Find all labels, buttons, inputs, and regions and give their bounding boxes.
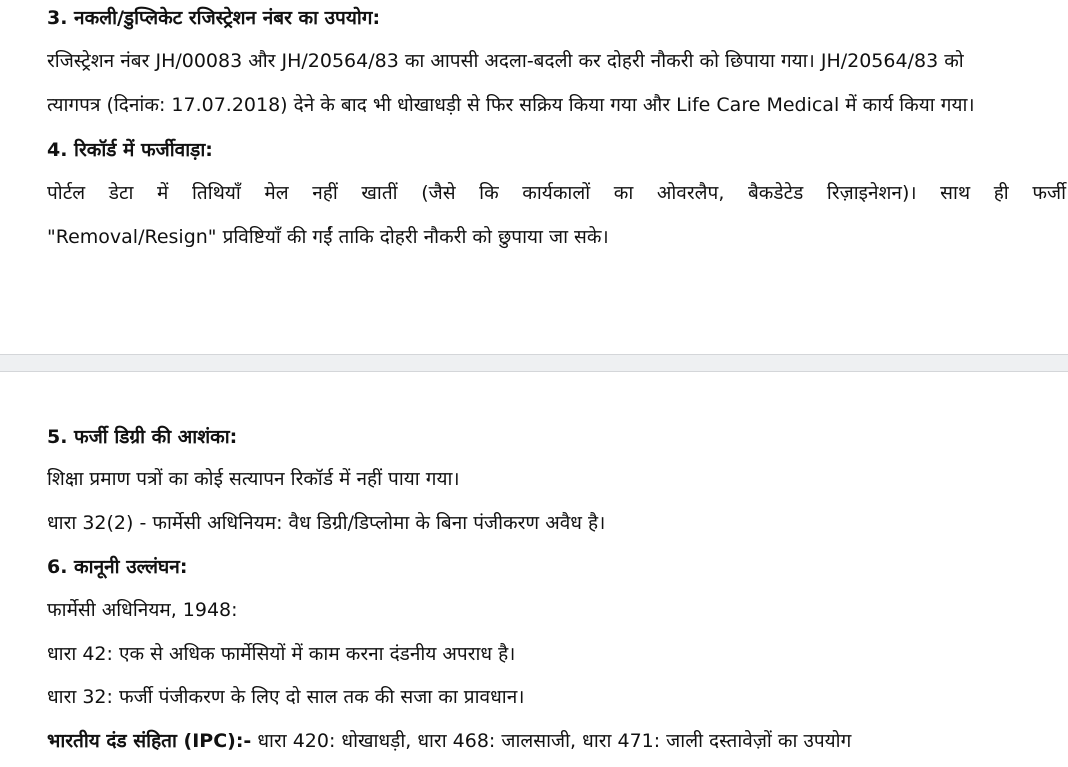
section-3-heading: 3. नकली/डुप्लिकेट रजिस्ट्रेशन नंबर का उपयोग: bbox=[47, 7, 381, 29]
section-5-line-1: शिक्षा प्रमाण पत्रों का कोई सत्यापन रिकॉर्ड में नहीं पाया गया। bbox=[47, 468, 460, 490]
document-page-2 bbox=[0, 372, 1068, 767]
section-5-line-2: धारा 32(2) - फार्मेसी अधिनियम: वैध डिग्री/डिप्लोमा के बिना पंजीकरण अवैध है। bbox=[47, 512, 606, 534]
section-3-line-2: त्यागपत्र (दिनांक: 17.07.2018) देने के बाद भी धोखाधड़ी से फिर सक्रिय किया गया और Life Care Medical में कार्य किया गया। bbox=[47, 94, 975, 116]
section-4-line-2: "Removal/Resign" प्रविष्टियाँ की गईं ताकि दोहरी नौकरी को छुपाया जा सके। bbox=[47, 226, 609, 248]
section-4-heading: 4. रिकॉर्ड में फर्जीवाड़ा: bbox=[47, 139, 213, 161]
ipc-line bbox=[47, 728, 851, 754]
pharmacy-act-title: फार्मेसी अधिनियम, 1948: bbox=[47, 599, 238, 621]
section-3-line-1: रजिस्ट्रेशन नंबर JH/00083 और JH/20564/83 का आपसी अदला-बदली कर दोहरी नौकरी को छिपाया गया। JH/20564/83 को bbox=[47, 50, 964, 72]
section-4-line-1: पोर्टल डेटा में तिथियाँ मेल नहीं खातीं (जैसे कि कार्यकालों का ओवरलैप, बैकडेटेड रिज़ाइनेशन)। साथ ही फर्जी bbox=[47, 182, 1066, 204]
section-5-heading: 5. फर्जी डिग्री की आशंका: bbox=[47, 426, 238, 448]
ipc-sections-text: धारा 420: धोखाधड़ी, धारा 468: जालसाजी, धारा 471: जाली दस्तावेज़ों का उपयोग bbox=[251, 730, 852, 752]
clause-42-text: धारा 42: एक से अधिक फार्मेसियों में काम करना दंडनीय अपराध है। bbox=[47, 643, 516, 665]
ipc-label: भारतीय दंड संहिता (IPC):- bbox=[47, 730, 252, 752]
page-break-gap bbox=[0, 354, 1068, 372]
clause-32-text: धारा 32: फर्जी पंजीकरण के लिए दो साल तक की सजा का प्रावधान। bbox=[47, 686, 525, 708]
document-page-1 bbox=[0, 0, 1068, 354]
section-6-heading: 6. कानूनी उल्लंघन: bbox=[47, 556, 188, 578]
